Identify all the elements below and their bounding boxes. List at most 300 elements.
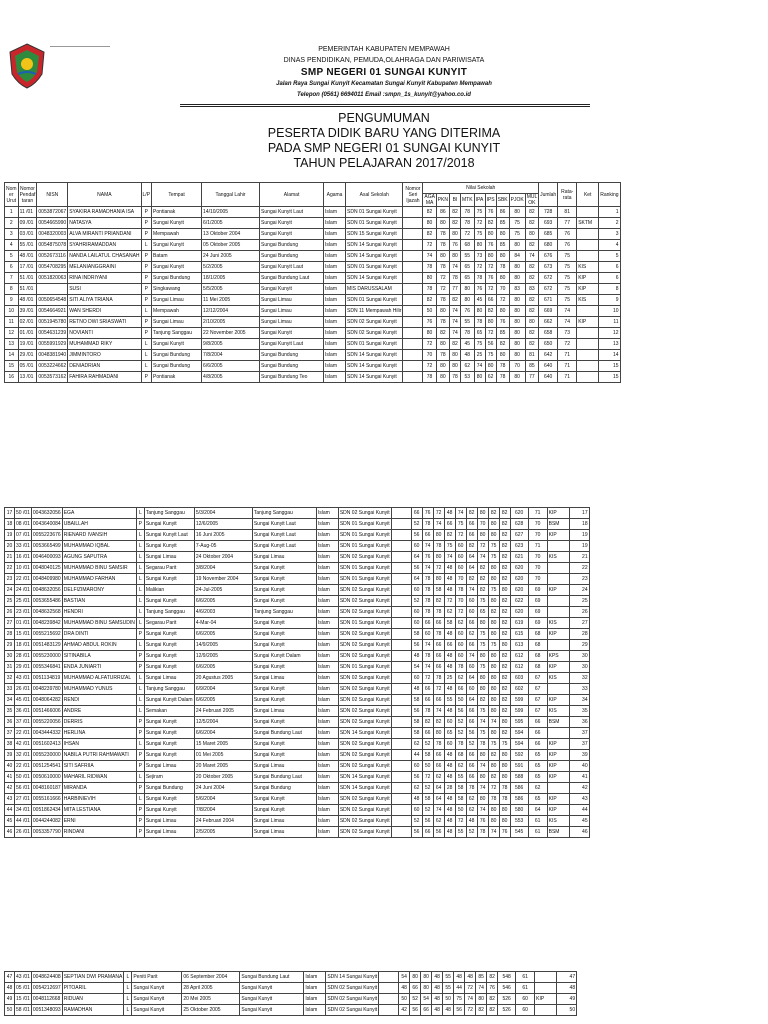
grade-cell: 80 [499, 805, 510, 816]
diploma-number-cell [391, 607, 411, 618]
birthdate-cell: 7/8/2004 [202, 350, 260, 361]
registration-number: 44 /01 [15, 816, 32, 827]
grade-cell: 80 [410, 972, 421, 983]
birthdate-cell: 5/2/2005 [202, 262, 260, 273]
religion-cell: Islam [316, 761, 338, 772]
grade-cell: 52 [455, 728, 466, 739]
birthdate-cell: 24 Oktober 2004 [194, 552, 252, 563]
grade-cell: 82 [477, 585, 488, 596]
grade-cell: 82 [499, 618, 510, 629]
row-number: 18 [5, 519, 15, 530]
table-row [5, 662, 590, 673]
grade-cell: 75 [477, 662, 488, 673]
gender-cell: P [141, 295, 152, 306]
birthdate-cell: 16 Juni 2005 [194, 530, 252, 541]
average-cell: 61 [516, 972, 535, 983]
registration-number: 45 /01 [15, 695, 32, 706]
note-cell [577, 251, 599, 262]
student-name: RAMADHAN [62, 1005, 124, 1016]
birthdate-cell: 6/6/2005 [202, 361, 260, 372]
ranking-cell: 23 [569, 574, 589, 585]
origin-school-cell: SDN 14 Sungai Kunyit [326, 972, 379, 983]
grade-cell: 80 [496, 273, 509, 284]
grade-cell: 58 [444, 618, 455, 629]
note-cell [577, 207, 599, 218]
row-number: 28 [5, 629, 15, 640]
religion-cell: Islam [324, 306, 346, 317]
grade-cell: 54 [421, 994, 432, 1005]
ranking-cell: 30 [569, 651, 589, 662]
ranking-cell: 17 [569, 508, 589, 519]
grade-cell: 76 [485, 273, 496, 284]
table-row [5, 328, 621, 339]
grade-cell: 81 [525, 350, 538, 361]
subject-header: IPA [474, 194, 485, 207]
total-cell: 640 [539, 372, 558, 383]
religion-cell: Islam [316, 596, 338, 607]
nisn-cell: 0051862434 [31, 805, 62, 816]
total-cell: 613 [510, 640, 528, 651]
gender-cell: P [136, 629, 144, 640]
address-cell: Sungai Limau [252, 552, 316, 563]
grade-cell: 80 [488, 563, 499, 574]
table-row [5, 519, 590, 530]
letterhead [0, 44, 768, 101]
student-name: MUHAMMAD YUNUS [62, 684, 136, 695]
col-average-header: Rata-rata [558, 183, 577, 207]
total-cell: 620 [510, 563, 528, 574]
note-cell [547, 684, 569, 695]
grade-cell: 48 [432, 994, 443, 1005]
total-cell: 553 [510, 816, 528, 827]
diploma-number-cell [391, 750, 411, 761]
diploma-number-cell [391, 695, 411, 706]
address-cell: Sungai Bundung [260, 251, 324, 262]
grade-cell: 82 [499, 607, 510, 618]
grade-cell: 78 [474, 317, 485, 328]
grade-cell: 73 [474, 251, 485, 262]
nisn-cell: 0053872067 [37, 207, 68, 218]
origin-school-cell: SDN 02 Sungai Kunyit [338, 717, 391, 728]
origin-school-cell: SDN 02 Sungai Kunyit [338, 640, 391, 651]
note-cell [577, 306, 599, 317]
student-name: JIMMINTORO [68, 350, 141, 361]
diploma-number-cell [403, 361, 423, 372]
address-cell: Sungai Kunyit [252, 640, 316, 651]
grade-cell: 82 [450, 218, 461, 229]
religion-cell: Islam [316, 574, 338, 585]
total-cell: 592 [510, 750, 528, 761]
table-row [5, 541, 590, 552]
grade-cell: 78 [423, 284, 436, 295]
total-cell: 728 [539, 207, 558, 218]
religion-cell: Islam [316, 783, 338, 794]
ranking-cell: 46 [569, 827, 589, 838]
grade-cell: 66 [421, 1005, 432, 1016]
grade-cell: 82 [499, 651, 510, 662]
table-row [5, 684, 590, 695]
grade-cell: 66 [422, 618, 433, 629]
birthdate-cell: 6/1/2005 [202, 218, 260, 229]
nisn-cell: 0051602413 [31, 739, 62, 750]
grade-cell: 70 [509, 361, 525, 372]
address-cell: Sungai Kunyit [252, 805, 316, 816]
origin-school-cell: SDN 01 Sungai Kunyit [346, 295, 403, 306]
grade-cell: 60 [411, 618, 422, 629]
table-row [5, 994, 577, 1005]
address-cell: Sungai Kunyit [260, 284, 324, 295]
col-registration-header: Nomor Pendaf taran [18, 183, 37, 207]
gender-cell: L [136, 695, 144, 706]
nisn-cell: 0053655486 [31, 596, 62, 607]
grade-cell: 74 [477, 805, 488, 816]
address-cell: Sungai Limau [252, 827, 316, 838]
grade-cell: 64 [466, 695, 477, 706]
grade-cell: 82 [450, 339, 461, 350]
grade-cell: 78 [455, 585, 466, 596]
average-cell: 66 [528, 739, 547, 750]
grade-cell: 80 [436, 218, 449, 229]
note-cell: KIS [547, 816, 569, 827]
grade-cell: 65 [461, 273, 475, 284]
gender-cell: P [136, 750, 144, 761]
gender-cell: P [136, 816, 144, 827]
grade-cell: 83 [509, 284, 525, 295]
religion-cell: Islam [324, 284, 346, 295]
note-cell: KPS [547, 651, 569, 662]
table-row [5, 728, 590, 739]
grade-cell: 78 [436, 262, 449, 273]
gender-cell: P [136, 783, 144, 794]
grade-cell: 76 [423, 317, 436, 328]
origin-school-cell: SDN 02 Sungai Kunyit [326, 983, 379, 994]
student-name: RINA INDRIYANI [68, 273, 141, 284]
grade-cell: 58 [422, 794, 433, 805]
grade-cell: 75 [477, 706, 488, 717]
grade-cell: 55 [443, 983, 454, 994]
grade-cell: 66 [466, 761, 477, 772]
origin-school-cell: SDN 02 Sungai Kunyit [338, 684, 391, 695]
average-cell: 75 [558, 262, 577, 273]
origin-school-cell: SDN 02 Sungai Kunyit [338, 651, 391, 662]
ranking-cell: 35 [569, 706, 589, 717]
subject-header: PKN [436, 194, 449, 207]
religion-cell: Islam [324, 295, 346, 306]
row-number: 5 [5, 251, 19, 262]
origin-school-cell: SDN 02 Sungai Kunyit [338, 695, 391, 706]
grade-cell: 66 [466, 706, 477, 717]
grade-cell: 72 [433, 563, 444, 574]
grade-cell: 52 [466, 739, 477, 750]
row-number: 29 [5, 640, 15, 651]
grade-cell: 60 [455, 640, 466, 651]
ranking-cell: 13 [599, 339, 620, 350]
origin-school-cell: SDN 02 Sungai Kunyit [338, 816, 391, 827]
grade-cell: 60 [455, 651, 466, 662]
table-row [5, 794, 590, 805]
grade-cell: 78 [422, 596, 433, 607]
grade-cell: 78 [423, 372, 436, 383]
nisn-cell: 0048239842 [31, 618, 62, 629]
total-cell: 672 [539, 284, 558, 295]
grade-cell: 68 [461, 240, 475, 251]
nisn-cell: 0053224662 [37, 361, 68, 372]
religion-cell: Islam [316, 739, 338, 750]
birthdate-cell: 24 Juni 2005 [202, 251, 260, 262]
birthplace-cell: Sungai Bundung [144, 783, 194, 794]
registration-number: 23 /01 [15, 607, 32, 618]
grade-cell: 60 [455, 629, 466, 640]
grade-cell: 52 [410, 994, 421, 1005]
grade-cell: 48 [444, 574, 455, 585]
average-cell: 69 [528, 596, 547, 607]
religion-cell: Islam [316, 508, 338, 519]
birthdate-cell: 12/12/2004 [202, 306, 260, 317]
nisn-cell: 0054212697 [31, 983, 62, 994]
total-cell: 627 [510, 530, 528, 541]
row-number: 48 [5, 983, 15, 994]
birthdate-cell: 18/1/2005 [202, 273, 260, 284]
address-cell: Sungai Kunyit [252, 574, 316, 585]
religion-cell: Islam [324, 350, 346, 361]
note-cell [547, 541, 569, 552]
grade-cell: 82 [466, 541, 477, 552]
address-cell: Sungai Bundung Laut [252, 728, 316, 739]
average-cell: 75 [558, 295, 577, 306]
grade-cell: 60 [455, 541, 466, 552]
registration-number: 26 /01 [15, 684, 32, 695]
grade-cell: 52 [466, 827, 477, 838]
origin-school-cell: SDN 02 Sungai Kunyit [326, 1005, 379, 1016]
grade-cell: 55 [461, 251, 475, 262]
note-cell [577, 350, 599, 361]
grade-cell: 58 [433, 585, 444, 596]
student-name: SYAHRIRAMADDAN [68, 240, 141, 251]
average-cell: 71 [558, 361, 577, 372]
student-name: IHSAN [62, 739, 136, 750]
grade-cell: 80 [488, 805, 499, 816]
grade-cell: 82 [485, 306, 496, 317]
grade-cell: 78 [423, 262, 436, 273]
grade-cell: 72 [423, 361, 436, 372]
grade-cell: 80 [450, 350, 461, 361]
average-cell: 70 [528, 530, 547, 541]
diploma-number-cell [379, 983, 399, 994]
note-cell: KIP [547, 662, 569, 673]
grade-cell: 60 [466, 684, 477, 695]
table-row [5, 240, 621, 251]
average-cell: 67 [528, 706, 547, 717]
address-cell: Sungai Kunyit [252, 717, 316, 728]
religion-cell: Islam [324, 218, 346, 229]
grade-cell: 82 [423, 229, 436, 240]
note-cell: KIP [547, 794, 569, 805]
row-number: 36 [5, 717, 15, 728]
religion-cell: Islam [324, 207, 346, 218]
grade-cell: 62 [461, 361, 475, 372]
grade-cell: 82 [476, 1005, 487, 1016]
gender-cell: L [141, 350, 152, 361]
average-cell: 67 [528, 673, 547, 684]
grade-cell: 60 [411, 541, 422, 552]
gender-cell: L [136, 530, 144, 541]
grade-cell: 72 [485, 328, 496, 339]
grade-cell: 74 [444, 552, 455, 563]
grade-cell: 80 [423, 328, 436, 339]
birthplace-cell: Sungai Kunyit [132, 994, 182, 1005]
grade-cell: 80 [509, 339, 525, 350]
registration-number: 01 /01 [15, 618, 32, 629]
grade-cell: 80 [488, 761, 499, 772]
nisn-cell: 0051254541 [31, 761, 62, 772]
religion-cell: Islam [316, 717, 338, 728]
grade-cell: 65 [461, 262, 475, 273]
school-contact: Telepon (0561) 6694011 Email :smpn_1s_kunyit@yahoo.co.id [297, 92, 471, 98]
registration-number: 22 /01 [15, 761, 32, 772]
grade-cell: 82 [444, 530, 455, 541]
birthplace-cell: Semakan [144, 706, 194, 717]
grade-cell: 48 [432, 1005, 443, 1016]
address-cell: Sungai Bundung [260, 240, 324, 251]
row-number: 21 [5, 552, 15, 563]
note-cell [547, 607, 569, 618]
total-cell: 671 [539, 295, 558, 306]
origin-school-cell: SDN 02 Sungai Kunyit [338, 596, 391, 607]
nisn-cell: 0051945780 [37, 317, 68, 328]
religion-cell: Islam [304, 972, 326, 983]
grade-cell: 85 [525, 361, 538, 372]
ranking-cell: 29 [569, 640, 589, 651]
grade-cell: 66 [466, 772, 477, 783]
birthdate-cell: 4/6/2003 [194, 607, 252, 618]
grade-cell: 74 [488, 717, 499, 728]
address-cell: Sungai Kunyit [252, 629, 316, 640]
grade-cell: 48 [454, 972, 465, 983]
diploma-number-cell [379, 1005, 399, 1016]
grade-cell: 58 [455, 783, 466, 794]
grade-cell: 80 [436, 372, 449, 383]
grade-cell: 82 [477, 695, 488, 706]
total-cell: 662 [539, 317, 558, 328]
grade-cell: 48 [444, 816, 455, 827]
grade-cell: 52 [422, 805, 433, 816]
row-number: 23 [5, 574, 15, 585]
grade-cell: 56 [411, 563, 422, 574]
grade-cell: 62 [444, 607, 455, 618]
nisn-cell: 0055220056 [31, 717, 62, 728]
grade-cell: 78 [477, 827, 488, 838]
grade-cell: 64 [411, 574, 422, 585]
grade-cell: 80 [496, 306, 509, 317]
grade-cell: 82 [499, 673, 510, 684]
grade-cell: 72 [496, 295, 509, 306]
grade-cell: 78 [461, 207, 475, 218]
grade-cell: 62 [411, 783, 422, 794]
grade-cell: 64 [433, 794, 444, 805]
average-cell: 60 [516, 1005, 535, 1016]
total-cell: 620 [510, 607, 528, 618]
address-cell: Sungai Kunyit Laut [252, 530, 316, 541]
grade-cell: 48 [411, 684, 422, 695]
nisn-cell: 0048160187 [31, 783, 62, 794]
ranking-cell: 37 [569, 739, 589, 750]
birthplace-cell: Tanjung Sanggau [152, 328, 202, 339]
registration-number: 29 /01 [18, 350, 37, 361]
note-cell: KIP [547, 695, 569, 706]
grade-cell: 58 [455, 794, 466, 805]
average-cell: 75 [558, 284, 577, 295]
ranking-cell: 19 [569, 541, 589, 552]
birthdate-cell: 15 Maret 2005 [194, 739, 252, 750]
student-name: SITINABILA [62, 651, 136, 662]
grade-cell: 64 [466, 563, 477, 574]
grade-cell: 80 [433, 530, 444, 541]
grade-cell: 48 [444, 761, 455, 772]
address-cell: Sungai Kunyit [252, 618, 316, 629]
ranking-cell: 50 [557, 1005, 577, 1016]
grade-cell: 80 [477, 684, 488, 695]
registration-number: 26 /01 [15, 827, 32, 838]
grade-cell: 75 [477, 629, 488, 640]
diploma-number-cell [391, 739, 411, 750]
ranking-cell: 1 [599, 207, 620, 218]
religion-cell: Islam [316, 530, 338, 541]
student-name: RENDI [62, 695, 136, 706]
birthplace-cell: Sungai Kunyit [144, 519, 194, 530]
nisn-cell: 0051483129 [31, 640, 62, 651]
table-row [5, 750, 590, 761]
nisn-cell: 0050610000 [31, 772, 62, 783]
grade-cell: 56 [454, 1005, 465, 1016]
grade-cell: 48 [444, 827, 455, 838]
row-number: 42 [5, 783, 15, 794]
grade-cell: 82 [433, 717, 444, 728]
grade-cell: 74 [474, 361, 485, 372]
birthplace-cell: Sungai Limau [144, 552, 194, 563]
birthdate-cell: 20 Mei 2005 [182, 994, 240, 1005]
grade-cell: 66 [433, 695, 444, 706]
ranking-cell: 2 [599, 218, 620, 229]
origin-school-cell: SDN 14 Sungai Kunyit [346, 240, 403, 251]
grade-cell: 48 [432, 972, 443, 983]
table-row [5, 805, 590, 816]
grade-cell: 80 [488, 574, 499, 585]
note-cell: KIP [547, 772, 569, 783]
religion-cell: Islam [316, 629, 338, 640]
grade-cell: 60 [411, 585, 422, 596]
row-number: 32 [5, 673, 15, 684]
grade-cell: 78 [496, 361, 509, 372]
note-cell [577, 372, 599, 383]
grade-cell: 76 [487, 983, 498, 994]
diploma-number-cell [391, 684, 411, 695]
birthplace-cell: Mempawah [152, 229, 202, 240]
grade-cell: 72 [461, 229, 475, 240]
student-name: MELANIANGGRAINI [68, 262, 141, 273]
gender-cell: P [136, 761, 144, 772]
religion-cell: Islam [316, 563, 338, 574]
nisn-cell: 0048409980 [31, 574, 62, 585]
grade-cell: 74 [466, 585, 477, 596]
registration-number: 55 /01 [18, 240, 37, 251]
table-row [5, 629, 590, 640]
note-cell: KIS [577, 295, 599, 306]
student-name: NOVIANTI [68, 328, 141, 339]
grade-cell: 80 [488, 651, 499, 662]
religion-cell: Islam [324, 251, 346, 262]
ranking-cell: 34 [569, 695, 589, 706]
ranking-cell: 47 [557, 972, 577, 983]
